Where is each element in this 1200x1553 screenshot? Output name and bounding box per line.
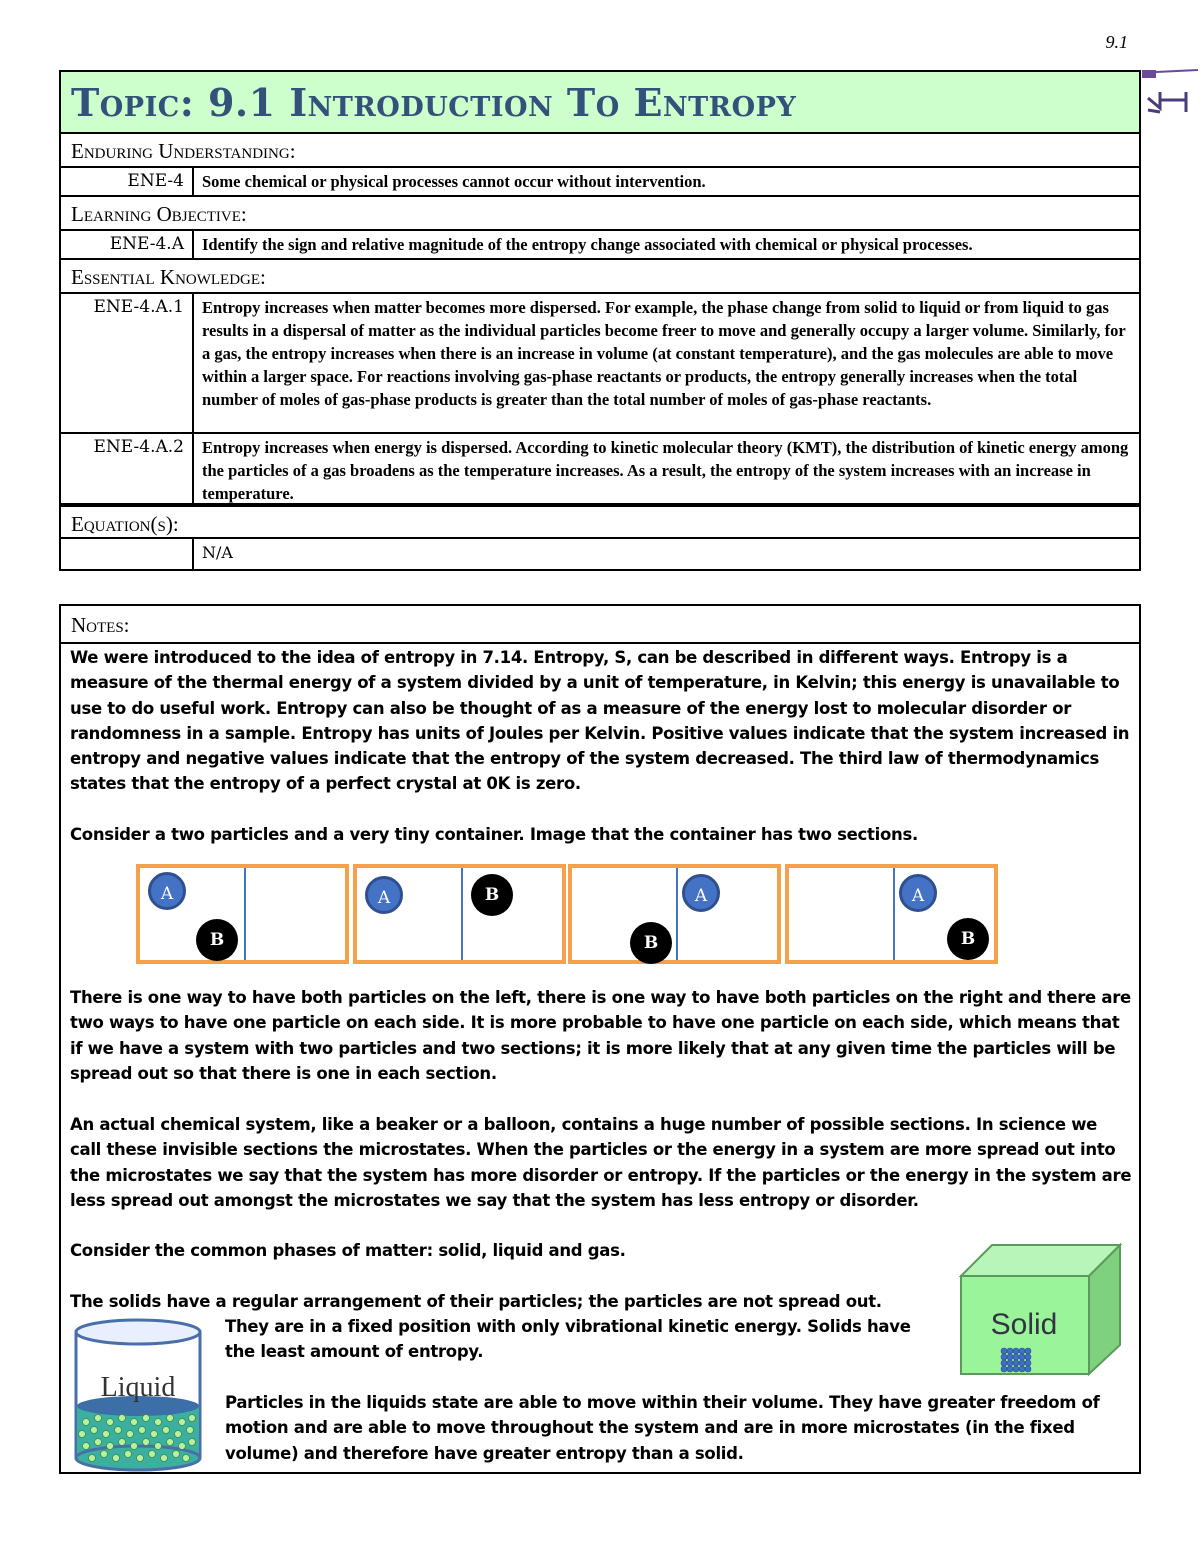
essential-knowledge-text: Entropy increases when energy is dispersed. According to kinetic molecular theory (KMT), the distribution of kinetic energy among the particles of a gas broadens as the temperature increases. As a result, the entropy of the system increases with an increase in temperature. (202, 438, 1129, 503)
page-number: 9.1 (1105, 32, 1128, 52)
particle-a: A (365, 876, 403, 914)
equations-heading: Equation(s): (61, 505, 1139, 539)
learning-objective-code: ENE-4.A (61, 231, 194, 258)
essential-knowledge-code: ENE-4.A.1 (61, 294, 194, 432)
container-diagram-3 (568, 864, 781, 964)
equations-text: N/A (202, 543, 233, 562)
enduring-understanding-text: Some chemical or physical processes cannot occur without intervention. (202, 172, 706, 191)
container-diagram-1 (136, 864, 349, 964)
notes-paragraph-microstates: An actual chemical system, like a beaker or a balloon, contains a huge number of possible sections. In science we call these invisible sections the microstates. When the particles or the energy in a system are more spread out into the microstates we say that the system has more disorder or entropy. If the particles or the energy in the system are less spread out amongst the microstates we say that the system has less entropy or disorder. (70, 1115, 1132, 1210)
notes-paragraph-container: Consider a two particles and a very tiny container. Image that the container has two sections. (70, 825, 918, 844)
liquid-label: Liquid (100, 1372, 176, 1403)
particle-a: A (899, 874, 937, 912)
topic-title: Topic: 9.1 Introduction To Entropy (61, 72, 1139, 134)
tab-marker-icon (1142, 68, 1198, 128)
enduring-understanding-row (61, 168, 1139, 197)
notes-paragraph-intro: We were introduced to the idea of entropy in 7.14. Entropy, S, can be described in different ways. Entropy is a measure of the thermal energy of a system divided by a unit of temperature, in Kelvin; this energy is unavailable to use to do useful work. Entropy can also be thought of as a measure of the energy lost to molecular disorder or randomness in a sample. Entropy has units of Joules per Kelvin. Positive values indicate that the system increased in entropy and negative values indicate that the entropy of the system decreased. The third law of thermodynamics states that the entropy of a perfect crystal at 0K is zero. (70, 648, 1130, 794)
essential-knowledge-row-1 (61, 294, 1139, 434)
learning-objective-row (61, 231, 1139, 260)
notes-paragraph-liquids: Particles in the liquids state are able to move within their volume. They have greater freedom of motion and are able to move throughout the system and are in more microstates (in the fixed volume) and therefore have greater entropy than a solid. (225, 1393, 1100, 1463)
particle-b: B (947, 918, 989, 960)
topic-table (59, 70, 1141, 571)
enduring-understanding-heading: Enduring Understanding: (61, 134, 1139, 168)
container-diagram-2 (353, 864, 566, 964)
container-divider (676, 868, 678, 960)
particle-b: B (196, 919, 238, 961)
essential-knowledge-heading: Essential Knowledge: (61, 260, 1139, 294)
particle-b: B (471, 874, 513, 916)
container-divider (244, 868, 246, 960)
notes-paragraph-probability: There is one way to have both particles on the left, there is one way to have both particles on the right and there are two ways to have one particle on each side. It is more probable to have one particle on each side, which means that if we have a system with two particles and two sections; it is more likely that at any given time the particles will be spread out so that there is one in each section. (70, 988, 1131, 1083)
container-divider (893, 868, 895, 960)
particle-a: A (682, 874, 720, 912)
container-divider (461, 868, 463, 960)
solid-cube-illustration (958, 1242, 1124, 1378)
learning-objective-text: Identify the sign and relative magnitude of the entropy change associated with chemical or physical processes. (202, 235, 973, 254)
notes-paragraph-solids-cont: They are in a fixed position with only vibrational kinetic energy. Solids have the least amount of entropy. (225, 1317, 911, 1362)
equations-row (61, 539, 1139, 569)
container-diagram-4 (785, 864, 998, 964)
liquid-beaker-illustration (72, 1318, 208, 1476)
notes-paragraph-phases: Consider the common phases of matter: solid, liquid and gas. (70, 1241, 626, 1260)
particle-a: A (148, 872, 186, 910)
solid-label: Solid (990, 1308, 1058, 1341)
enduring-understanding-code: ENE-4 (61, 168, 194, 195)
notes-paragraph-solids: The solids have a regular arrangement of their particles; the particles are not spread out. (70, 1292, 882, 1311)
equations-code (61, 539, 194, 569)
particle-b: B (630, 922, 672, 964)
learning-objective-heading: Learning Objective: (61, 197, 1139, 231)
essential-knowledge-code: ENE-4.A.2 (61, 434, 194, 503)
essential-knowledge-row-2 (61, 434, 1139, 505)
notes-heading: Notes: (61, 606, 1139, 644)
essential-knowledge-text: Entropy increases when matter becomes more dispersed. For example, the phase change from solid to liquid or from liquid to gas results in a dispersal of matter as the individual particles become freer to move and generally occupy a larger volume. Similarly, for a gas, the entropy increases when there is an increase in volume (at constant temperature), and the gas molecules are able to move within a larger space. For reactions involving gas-phase reactants or products, the entropy generally increases when the total number of moles of gas-phase products is greater than the total number of moles of gas-phase reactants. (202, 298, 1126, 409)
